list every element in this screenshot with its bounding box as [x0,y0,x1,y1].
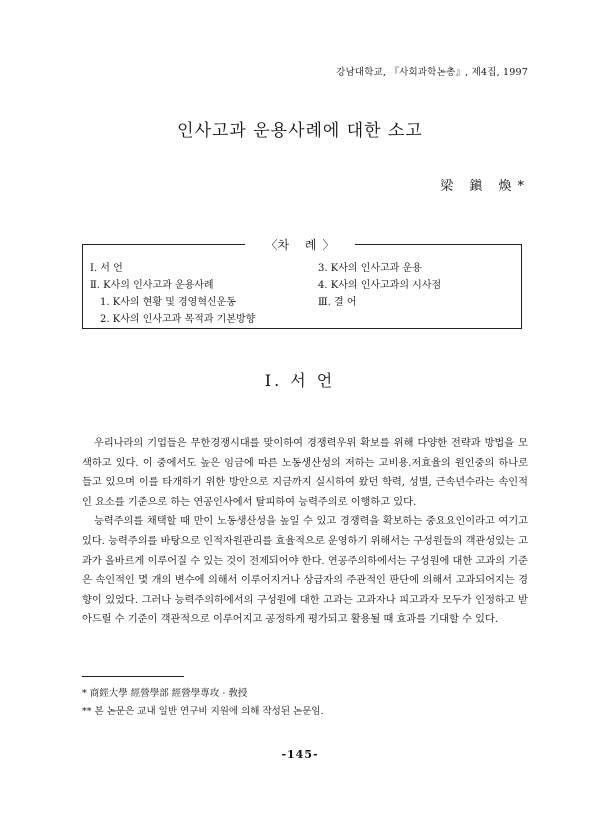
toc-item-right-1: 3. K사의 인사고과 운용 [318,263,422,274]
footnote-2: ** 본 논문은 교내 일반 연구비 지원에 의해 작성된 논문임. [82,706,324,717]
section-heading: Ⅰ. 서 언 [264,371,336,390]
footnote-rule [82,676,184,677]
author-name: 梁 鎭 煥* [440,179,530,194]
toc-header [245,236,355,254]
body-text [82,434,528,630]
running-head: 강남대학교, 『사회과학논총』, 제4집, 1997 [336,67,528,78]
footnote-1: * 商經大學 經營學部 經營學專攻 · 敎授 [82,688,248,699]
toc-bracket-right: 〉 [322,238,335,252]
paper-title: 인사고과 운용사례에 대한 소고 [177,121,423,141]
toc-bracket-left: 〈 [265,238,278,252]
toc-header-label: 차 례 [277,238,323,252]
toc-item-left-4: 2. K사의 인사고과 목적과 기본방향 [100,314,256,325]
toc-item-left-1: Ⅰ. 서 언 [90,263,123,274]
toc-item-right-3: Ⅲ. 결 어 [318,297,357,308]
paragraph-2: 능력주의를 채택할 때 만이 노동생산성을 높일 수 있고 경쟁력을 확보하는 중요요인이라고 여기고 있다. 능력주의를 바탕으로 인적자원관리를 효율적으로 운영하기 위해서는 구성원들의 객관성있는 고과가 올바르게 이루어질 수 있는 것이 전제되어야 한다. 연공주의하에서는 구성원에 대한 고과의 기준은 속인적인 몇 개의 변수에 의해서 이루어지거나 상급자의 주관적인 판단에 의해서 고과되어지는 경향이 있었다. 그러나 능력주의하에서의 구성원에 대한 고과는 고과자나 피고과자 모두가 인정하고 받아드릴 수 기준이 객관적으로 이루어지고 공정하게 평가되고 활용될 때 효과를 기대할 수 있다. [82,516,528,626]
toc-item-left-3: 1. K사의 현황 및 경영혁신운동 [100,297,236,308]
paragraph-1: 우리나라의 기업들은 무한경쟁시대를 맞이하여 경쟁력우위 확보를 위해 다양한 전략과 방법을 모색하고 있다. 이 중에서도 높은 임금에 따른 노동생산성의 저하는 고비용.저효율의 원인중의 하나로 들고 있으며 이를 타개하기 위한 방안으로 지금까지 실시하여 왔던 학력, 성별, 근속년수라는 속인적인 요소를 기준으로 하는 연공인사에서 탈피하여 능력주의로 이행하고 있다. [82,438,528,508]
toc-item-right-2: 4. K사의 인사고과의 시사점 [318,280,442,291]
toc-item-left-2: Ⅱ. K사의 인사고과 운용사례 [90,280,214,291]
page-number: -145- [281,748,319,761]
